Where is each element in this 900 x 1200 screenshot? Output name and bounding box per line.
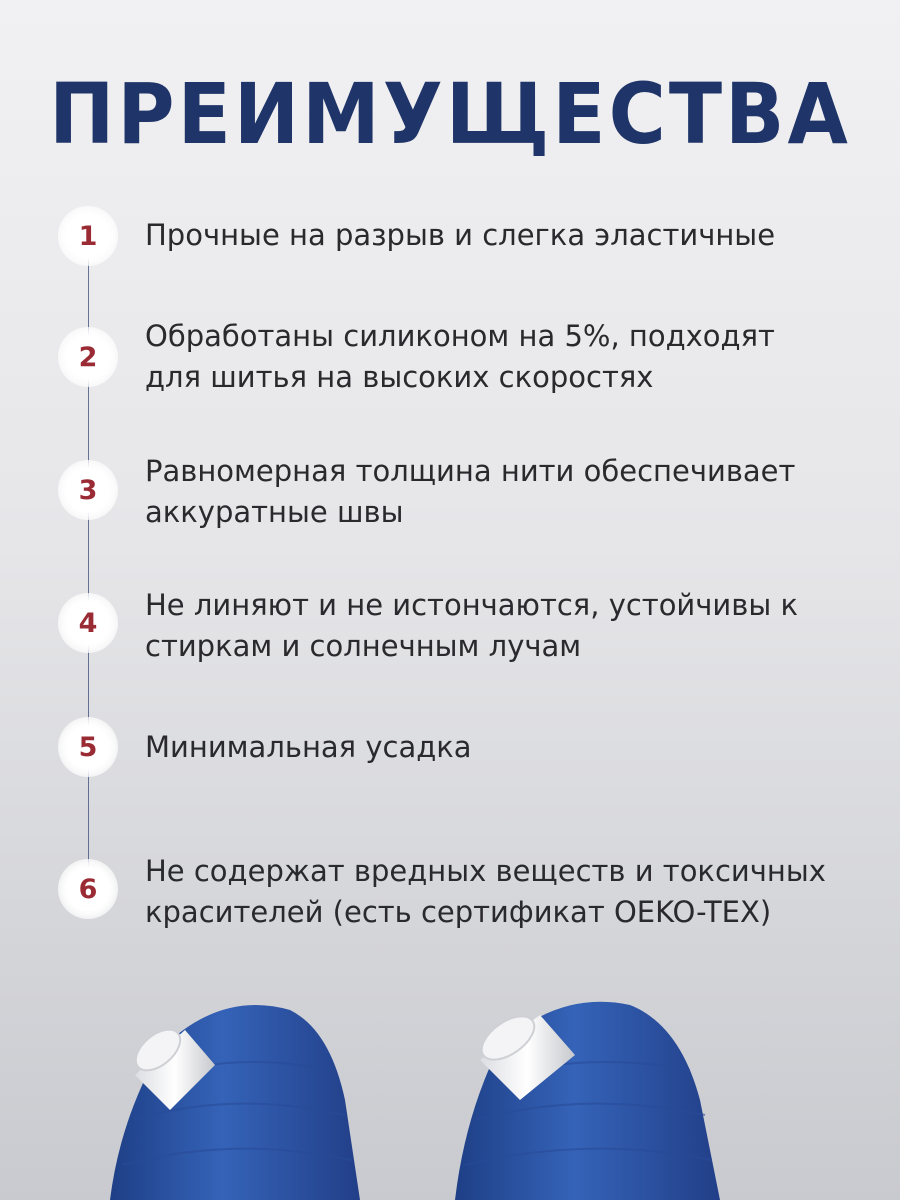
- feature-number: 5: [78, 731, 98, 763]
- feature-number: 2: [78, 341, 98, 373]
- left-spool: [110, 1005, 360, 1200]
- feature-number: 3: [78, 474, 98, 506]
- feature-text-5: Минимальная усадка: [145, 730, 472, 764]
- feature-badge-6: [58, 859, 118, 919]
- feature-text-1: Прочные на разрыв и слегка эластичные: [145, 218, 776, 252]
- feature-text-3: Равномерная толщина нити обеспечивает аккуратные швы: [145, 454, 796, 529]
- feature-badge-1: [58, 206, 118, 266]
- feature-text-4: Не линяют и не истончаются, устойчивы к стиркам и солнечным лучам: [145, 588, 798, 663]
- feature-number: 1: [78, 220, 98, 252]
- thread-spools-image: [0, 960, 900, 1200]
- feature-number: 4: [78, 607, 98, 639]
- feature-number: 6: [78, 873, 98, 905]
- right-spool: [455, 1002, 720, 1200]
- feature-badge-5: [58, 717, 118, 777]
- feature-badge-2: [58, 327, 118, 387]
- feature-text-6: Не содержат вредных веществ и токсичных красителей (есть сертификат OEKO-TEX): [145, 854, 826, 929]
- feature-text-2: Обработаны силиконом на 5%, подходят для шитья на высоких скоростях: [145, 319, 775, 394]
- feature-badge-3: [58, 460, 118, 520]
- page-title: ПРЕИМУЩЕСТВА: [49, 66, 851, 164]
- feature-badge-4: [58, 593, 118, 653]
